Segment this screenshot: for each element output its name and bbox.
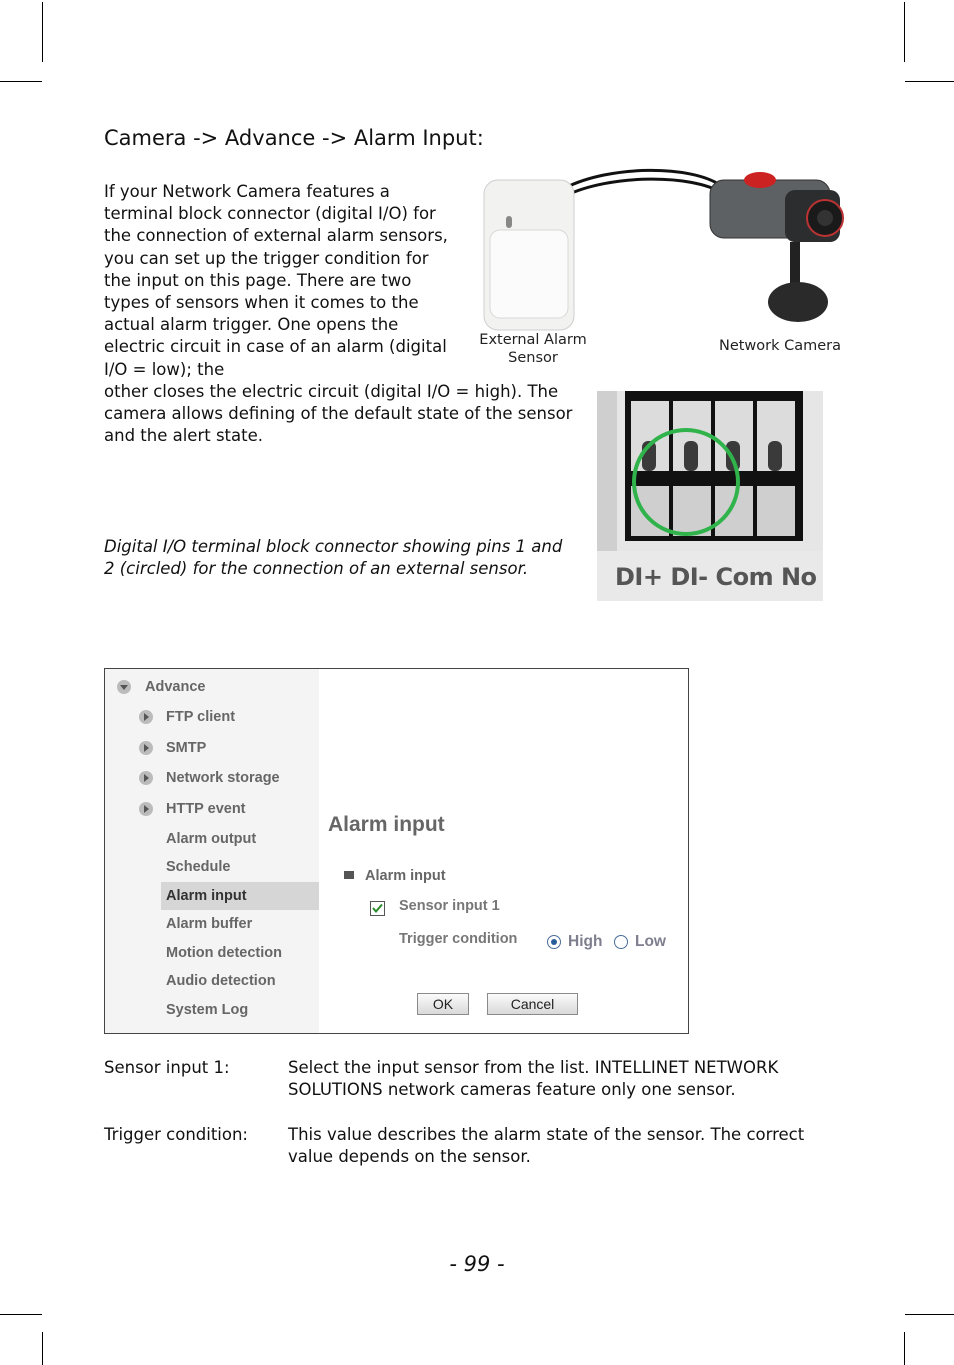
trigger-low-radio[interactable] <box>614 935 628 949</box>
crop-mark <box>0 1314 42 1315</box>
trigger-condition-label: Trigger condition <box>399 931 518 947</box>
trigger-low-label[interactable]: Low <box>635 933 666 950</box>
description-label: Sensor input 1: <box>104 1058 230 1077</box>
collapsed-arrow-icon[interactable] <box>138 709 154 725</box>
network-camera-label: Network Camera <box>718 338 842 354</box>
ok-button[interactable]: OK <box>417 993 469 1015</box>
terminal-block-photo <box>597 391 823 601</box>
crop-mark <box>42 1332 43 1365</box>
figure-caption: Digital I/O terminal block connector showing pins 1 and 2 (circled) for the connection of an external sensor. <box>104 537 563 579</box>
collapsed-arrow-icon[interactable] <box>138 770 154 786</box>
crop-mark <box>904 1332 905 1365</box>
nav-item-advance[interactable]: Advance <box>145 679 206 695</box>
intro-paragraph-continued: other closes the electric circuit (digital I/O = high). The camera allows defining of the default state of the sensor and the alert state. <box>104 382 573 446</box>
nav-item-alarm-buffer[interactable]: Alarm buffer <box>166 916 253 932</box>
description-row-sensor-input <box>104 1057 864 1103</box>
description-text: This value describes the alarm state of the sensor. The correct value depends on the sensor. <box>288 1125 805 1167</box>
alarm-input-title: Alarm input <box>328 813 445 836</box>
description-row-trigger-condition <box>104 1124 864 1170</box>
nav-item-system-log[interactable]: System Log <box>166 1002 249 1018</box>
nav-item-audio-detection[interactable]: Audio detection <box>166 973 276 989</box>
crop-mark <box>905 1314 954 1315</box>
description-text: Select the input sensor from the list. INTELLINET NETWORK SOLUTIONS network cameras feature only one sensor. <box>288 1058 779 1100</box>
crop-mark <box>905 81 954 82</box>
page-heading: Camera -> Advance -> Alarm Input: <box>104 126 484 150</box>
nav-item-motion-detection[interactable]: Motion detection <box>166 945 282 961</box>
expanded-arrow-icon[interactable] <box>116 679 132 695</box>
crop-mark <box>42 2 43 62</box>
external-alarm-sensor-label: External Alarm Sensor <box>479 332 587 366</box>
trigger-high-label[interactable]: High <box>568 933 603 950</box>
intro-paragraph: If your Network Camera features a terminal block connector (digital I/O) for the connection of external alarm sensors, you can set up the trigger condition for the input on this page. There are two types of sensors when it comes to the actual alarm trigger. One opens the electric circuit in case of an alarm (digital I/O = low); the <box>104 182 448 379</box>
terminal-pin-labels: DI+ DI- Com No <box>615 563 817 591</box>
trigger-high-radio[interactable] <box>547 935 561 949</box>
collapsed-arrow-icon[interactable] <box>138 801 154 817</box>
camera-sensor-figure <box>470 160 854 375</box>
nav-item-ftp-client[interactable]: FTP client <box>166 709 236 725</box>
sensor-input-label: Sensor input 1 <box>399 898 500 914</box>
collapsed-arrow-icon[interactable] <box>138 740 154 756</box>
nav-item-alarm-input[interactable]: Alarm input <box>166 888 247 904</box>
section-collapse-icon[interactable] <box>344 871 354 879</box>
nav-item-schedule[interactable]: Schedule <box>166 859 231 875</box>
advance-nav-sidebar <box>105 669 319 1033</box>
crop-mark <box>904 2 905 62</box>
nav-item-smtp[interactable]: SMTP <box>166 740 207 756</box>
nav-item-alarm-output[interactable]: Alarm output <box>166 831 257 847</box>
sensor-input-checkbox[interactable] <box>370 901 385 916</box>
nav-item-http-event[interactable]: HTTP event <box>166 801 246 817</box>
nav-item-network-storage[interactable]: Network storage <box>166 770 280 786</box>
alarm-input-screenshot <box>104 668 689 1034</box>
page-number: - 99 - <box>449 1252 505 1276</box>
alarm-input-section-title: Alarm input <box>365 868 446 884</box>
crop-mark <box>0 81 42 82</box>
cancel-button[interactable]: Cancel <box>487 993 578 1015</box>
description-label: Trigger condition: <box>104 1125 248 1144</box>
checkmark-icon <box>371 902 384 915</box>
